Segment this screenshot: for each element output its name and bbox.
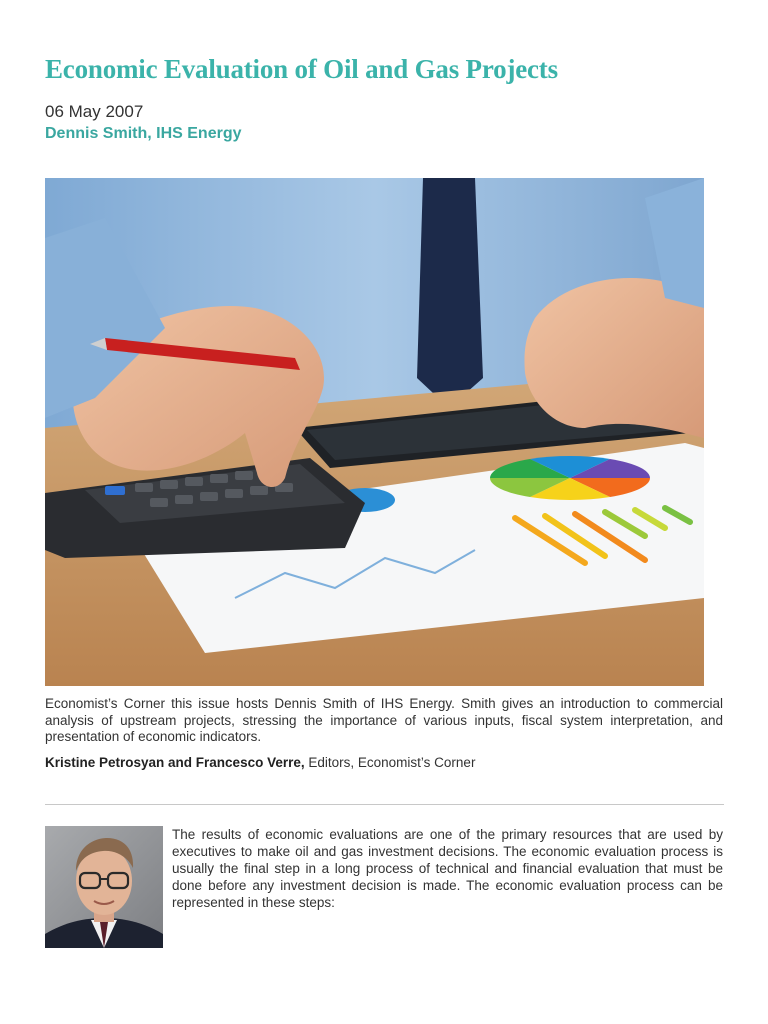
article-date: 06 May 2007 — [45, 102, 144, 121]
author-portrait — [45, 826, 163, 948]
intro-paragraph: Economist’s Corner this issue hosts Dennis Smith of IHS Energy. Smith gives an introduction to commercial analysis of upstream projects, stressing the importance of various inputs, fiscal system interpretation, and presentation of economic indicators. — [45, 696, 723, 744]
editor-role: Editors, Economist’s Corner — [304, 755, 476, 770]
section-divider — [45, 804, 724, 805]
hero-photo — [45, 178, 704, 686]
editors-credit — [45, 755, 475, 770]
body-paragraph: The results of economic evaluations are one of the primary resources that are used by executives to make oil and gas investment decisions. The economic evaluation process is usually the final step in a long process of technical and financial evaluation that must be done before any investment decision is made. The economic evaluation process can be represented in these steps: — [172, 827, 723, 910]
editor-names: Kristine Petrosyan and Francesco Verre, — [45, 755, 305, 770]
article-title: Economic Evaluation of Oil and Gas Projects — [45, 54, 558, 84]
article-author[interactable]: Dennis Smith, IHS Energy — [45, 125, 242, 142]
